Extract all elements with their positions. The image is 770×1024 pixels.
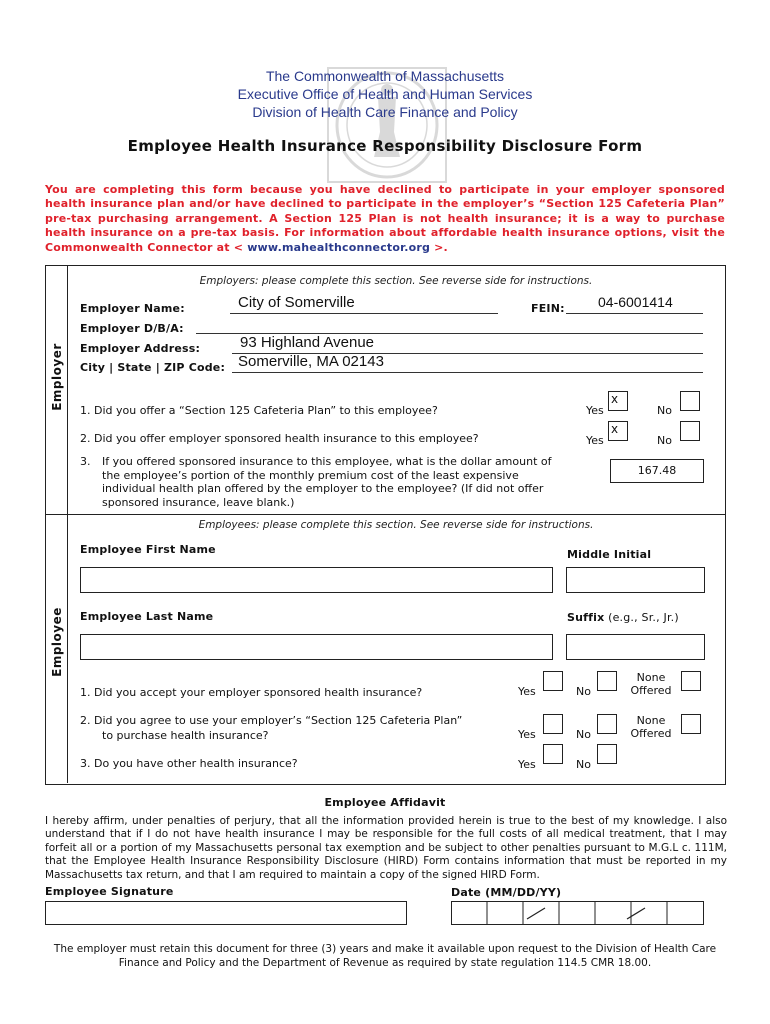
employer-name-value[interactable]: City of Somerville	[238, 294, 355, 311]
employer-q2-no-checkbox[interactable]	[680, 421, 700, 441]
section-divider	[45, 514, 726, 515]
fein-value[interactable]: 04-6001414	[598, 294, 673, 310]
employer-q2-yes-checkbox[interactable]: x	[608, 421, 628, 441]
intro-tail: >.	[430, 240, 448, 254]
suffix-label-text: Suffix	[567, 611, 605, 624]
header-line-commonwealth: The Commonwealth of Massachusetts	[265, 68, 505, 84]
employer-question-2: 2. Did you offer employer sponsored health insurance to this employee?	[80, 432, 479, 445]
suffix-label	[567, 611, 679, 624]
employee-question-3: 3. Do you have other health insurance?	[80, 757, 298, 770]
employee-q1-yes-label: Yes	[518, 685, 536, 698]
employer-address-value[interactable]: 93 Highland Avenue	[240, 334, 375, 351]
date-field-dividers	[451, 901, 704, 925]
footer-line-1: The employer must retain this document for three (3) years and make it available upon request to the Division of Health Care	[53, 943, 717, 955]
employee-q1-none-offered-checkbox[interactable]	[681, 671, 701, 691]
city-state-zip-line	[232, 372, 703, 373]
employee-first-name-label: Employee First Name	[80, 543, 216, 556]
connector-link[interactable]: www.mahealthconnector.org	[247, 240, 431, 254]
employee-last-name-input[interactable]	[80, 634, 553, 660]
intro-notice	[45, 183, 725, 255]
employee-q3-yes-label: Yes	[518, 758, 536, 771]
employee-q2-none-offered-checkbox[interactable]	[681, 714, 701, 734]
fein-line	[566, 313, 703, 314]
employee-q1-yes-checkbox[interactable]	[543, 671, 563, 691]
form-title: Employee Health Insurance Responsibility Disclosure Form	[127, 137, 643, 155]
employer-q2-yes-label: Yes	[586, 434, 604, 447]
footer-retention-notice	[0, 943, 770, 970]
employer-instruction: Employers: please complete this section. See reverse side for instructions.	[199, 275, 593, 287]
employer-q1-no-label: No	[657, 404, 672, 417]
employer-q1-yes-checkbox[interactable]: x	[608, 391, 628, 411]
employee-q1-no-checkbox[interactable]	[597, 671, 617, 691]
employer-dba-label: Employer D/B/A:	[80, 322, 184, 335]
employee-q2-yes-label: Yes	[518, 728, 536, 741]
offered-text: Offered	[630, 684, 672, 697]
employer-name-label: Employer Name:	[80, 302, 185, 315]
employer-address-label: Employer Address:	[80, 342, 201, 355]
employee-question-2-line-1: 2. Did you agree to use your employer’s “Section 125 Cafeteria Plan”	[80, 714, 463, 727]
employee-side-label: Employee	[50, 607, 64, 677]
employee-q2-no-label: No	[576, 728, 591, 741]
employer-q2-no-label: No	[657, 434, 672, 447]
employee-instruction: Employees: please complete this section. See reverse side for instructions.	[198, 519, 594, 531]
employee-last-name-label: Employee Last Name	[80, 610, 214, 623]
city-state-zip-label: City | State | ZIP Code:	[80, 361, 226, 374]
header-line-executive-office: Executive Office of Health and Human Services	[237, 86, 533, 102]
employee-q2-no-checkbox[interactable]	[597, 714, 617, 734]
offered-text: Offered	[630, 727, 672, 740]
employee-q2-yes-checkbox[interactable]	[543, 714, 563, 734]
date-label: Date (MM/DD/YY)	[451, 886, 562, 899]
middle-initial-input[interactable]	[566, 567, 705, 593]
employer-q3-number: 3.	[80, 455, 91, 468]
employee-q3-no-checkbox[interactable]	[597, 744, 617, 764]
employer-q1-yes-label: Yes	[586, 404, 604, 417]
none-text: None	[636, 671, 666, 684]
employer-question-1: 1. Did you offer a “Section 125 Cafeteria Plan” to this employee?	[80, 404, 438, 417]
premium-cost-field[interactable]: 167.48	[610, 459, 704, 483]
city-state-zip-value[interactable]: Somerville, MA 02143	[238, 353, 384, 370]
fein-label: FEIN:	[531, 302, 565, 315]
affidavit-text: I hereby affirm, under penalties of perjury, that all the information provided herein is true to the best of my knowledge. I also understand that if I do not have health insurance I may be responsible for the full costs of all medical treatment, that I may forfeit all or a portion of my Massachusetts personal tax exemption and be subject to other penalties pursuant to M.G.L c. 111M, that the Employee Health Insurance Responsibility Disclosure (HIRD) Form contains information that must be reported in my Massachusetts tax return, and that I am required to maintain a copy of the signed HIRD Form.	[45, 815, 727, 881]
employee-q1-no-label: No	[576, 685, 591, 698]
employee-question-2-line-2: to purchase health insurance?	[102, 729, 269, 742]
employer-name-line	[230, 313, 498, 314]
footer-line-2: Finance and Policy and the Department of Revenue as required by state regulation 114.5 CMR 18.00.	[118, 956, 652, 969]
intro-text: You are completing this form because you have declined to participate in your employer sponsored health insurance plan and/or have declined to participate in the employer’s “Section 125 Cafeteria Plan” pre-tax purchasing arrangement. A Section 125 Plan is not health insurance; it is a way to purchase health insurance on a pre-tax basis. For information about affordable health insurance options, visit the Commonwealth Connector at <	[45, 183, 725, 254]
suffix-input[interactable]	[566, 634, 705, 660]
employer-q1-no-checkbox[interactable]	[680, 391, 700, 411]
suffix-hint: (e.g., Sr., Jr.)	[604, 611, 679, 624]
employer-question-3: If you offered sponsored insurance to this employee, what is the dollar amount of the employee’s portion of the monthly premium cost of the least expensive individual health plan offered by the employer to the employee? (If did not offer sponsored insurance, leave blank.)	[102, 455, 552, 509]
employee-question-1: 1. Did you accept your employer sponsored health insurance?	[80, 686, 423, 699]
middle-initial-label: Middle Initial	[567, 548, 652, 561]
employee-first-name-input[interactable]	[80, 567, 553, 593]
affidavit-title: Employee Affidavit	[324, 796, 446, 809]
employee-q2-none-offered-label	[626, 714, 676, 740]
employee-q1-none-offered-label	[626, 671, 676, 697]
employer-side-label: Employer	[50, 343, 64, 411]
header-line-division: Division of Health Care Finance and Policy	[252, 104, 518, 120]
employee-signature-label: Employee Signature	[45, 885, 174, 898]
employee-signature-field[interactable]	[45, 901, 407, 925]
employee-q3-no-label: No	[576, 758, 591, 771]
employee-q3-yes-checkbox[interactable]	[543, 744, 563, 764]
none-text: None	[636, 714, 666, 727]
